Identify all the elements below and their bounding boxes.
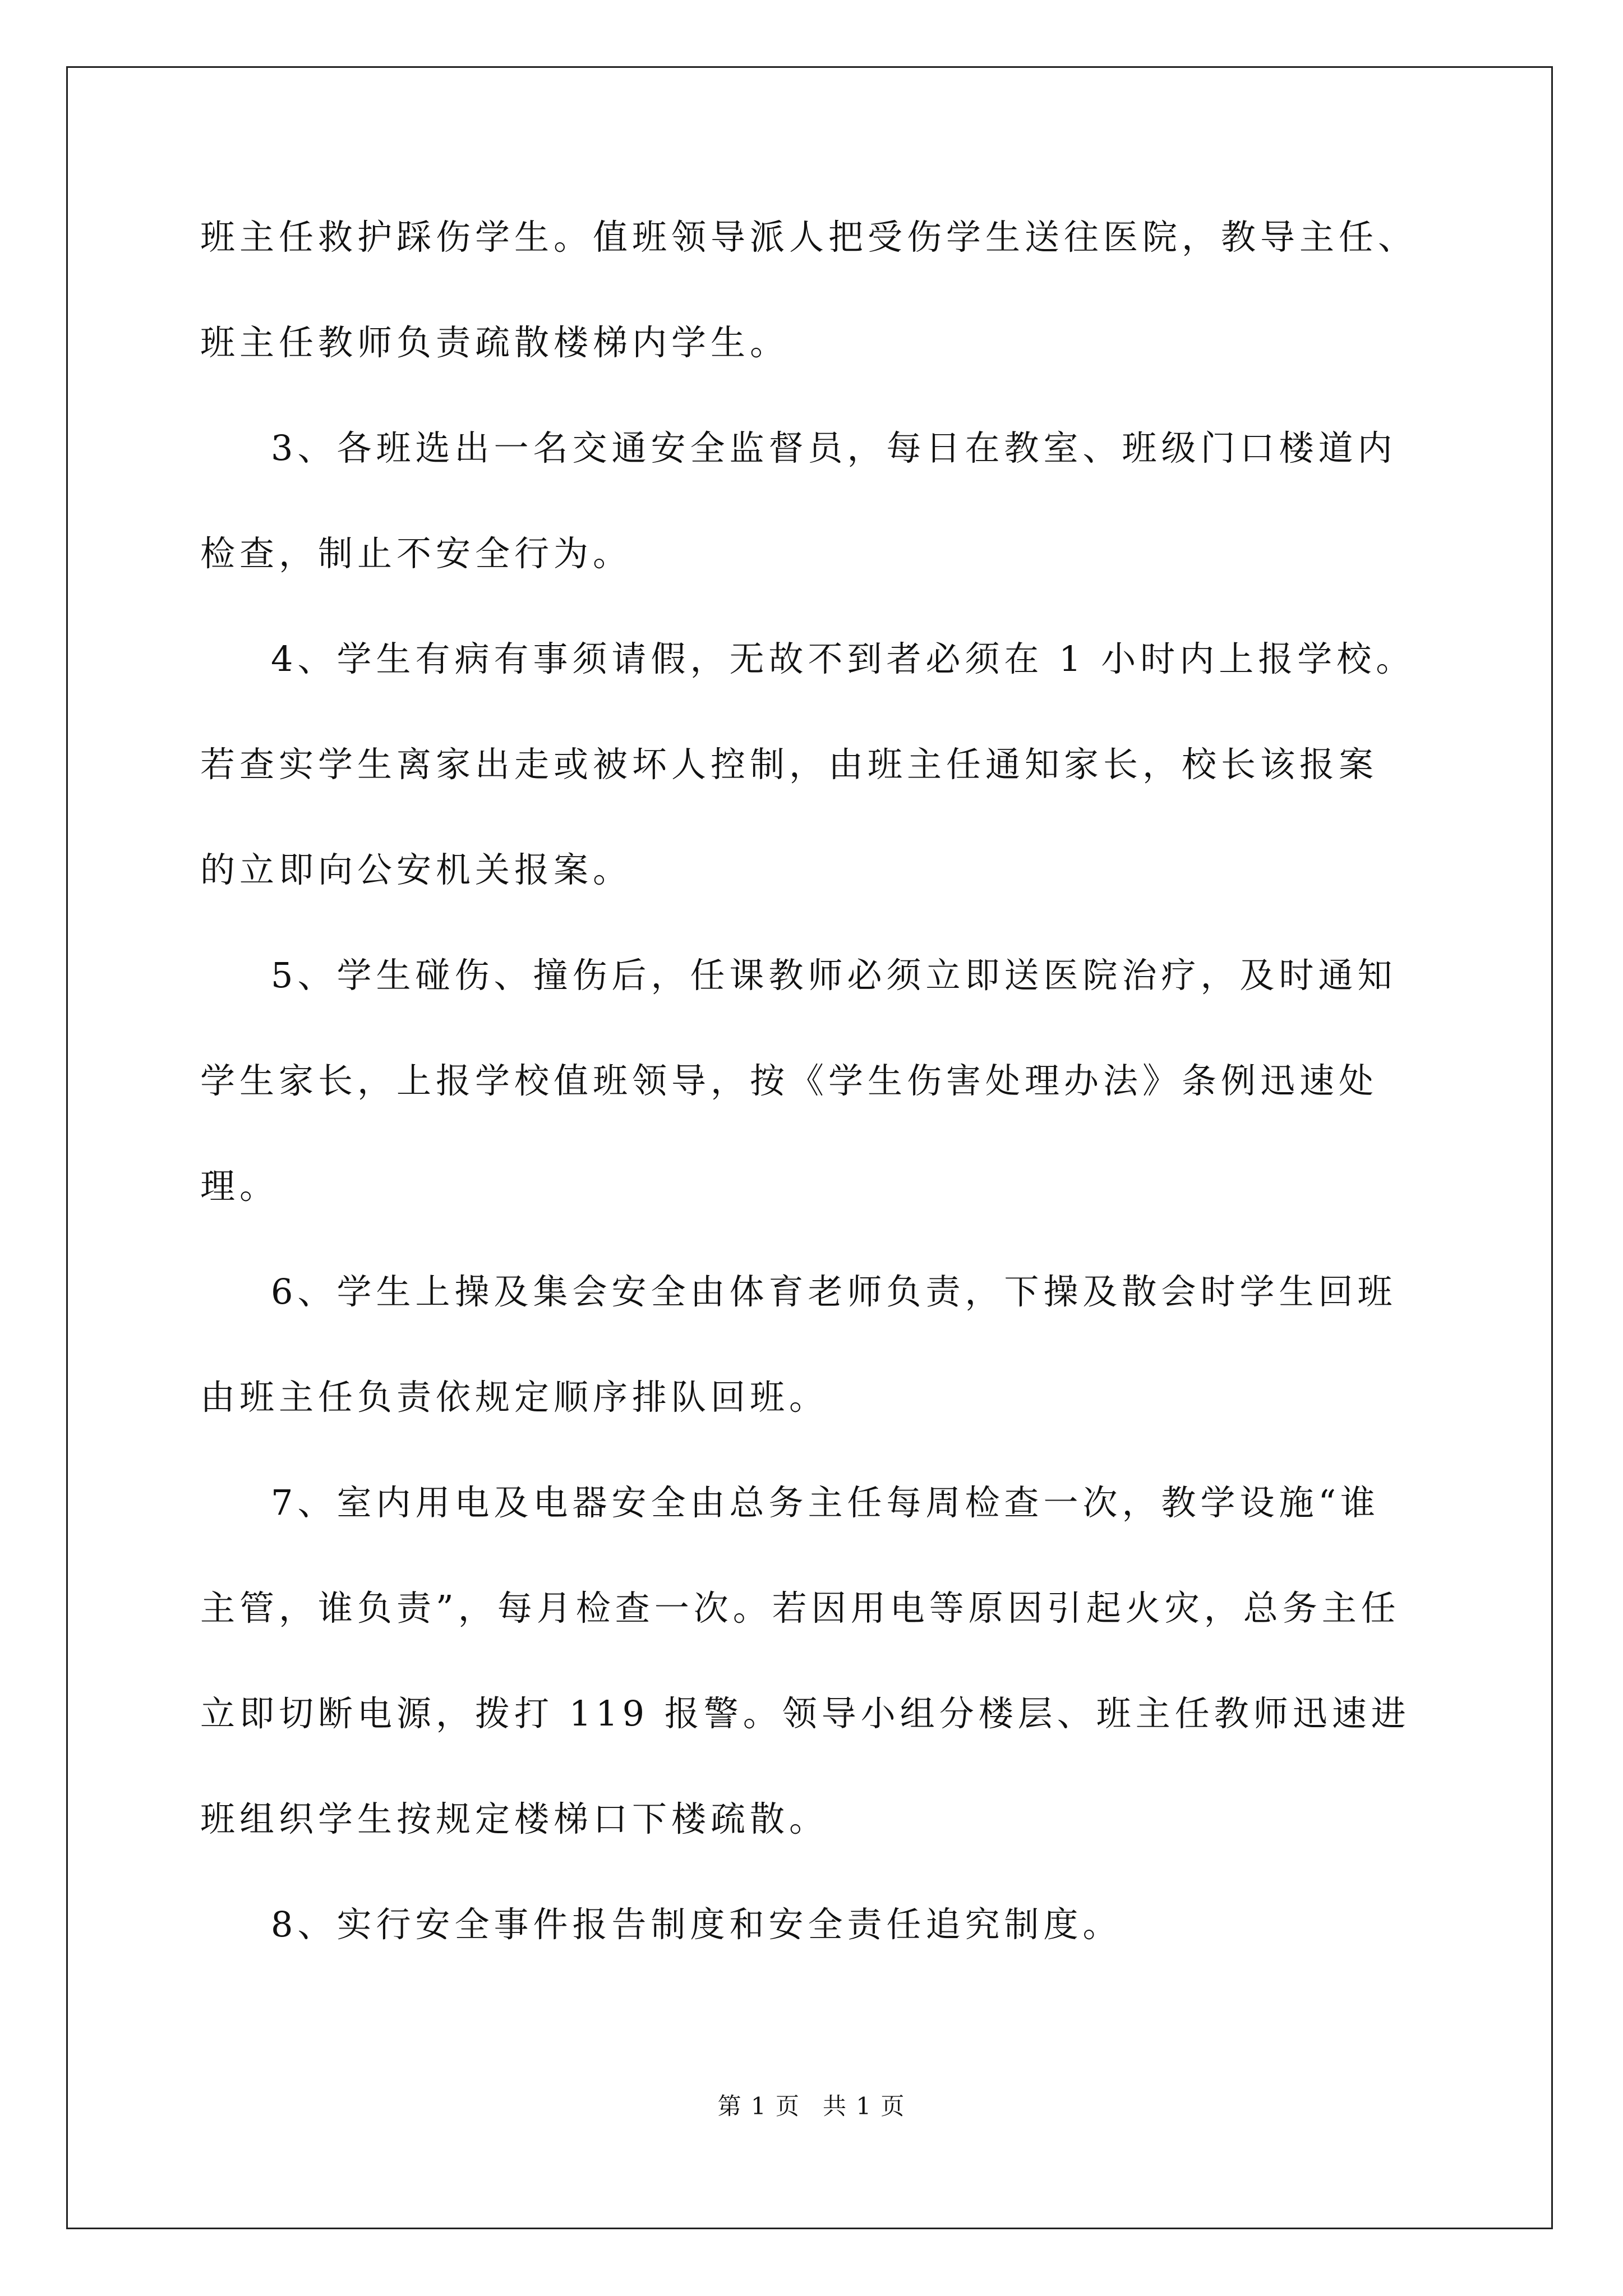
page-total: 共 1 页: [823, 2092, 906, 2120]
text-line: 的立即向公安机关报案。: [200, 849, 633, 890]
text-line: 立即切断电源，拨打 119 报警。领导小组分楼层、班主任教师迅速进: [200, 1693, 1410, 1734]
text-line: 班主任教师负责疏散楼梯内学生。: [200, 322, 790, 363]
text-line: 4、学生有病有事须请假，无故不到者必须在 1 小时内上报学校。: [271, 638, 1415, 679]
page-number: 第 1 页: [717, 2092, 800, 2120]
text-line: 8、实行安全事件报告制度和安全责任追究制度。: [271, 1904, 1122, 1945]
text-line: 由班主任负责依规定顺序排队回班。: [200, 1377, 829, 1418]
document-body: [200, 211, 1434, 2004]
page-footer: [0, 2092, 1623, 2120]
text-line: 6、学生上操及集会安全由体育老师负责，下操及散会时学生回班: [271, 1271, 1397, 1312]
text-line: 班组织学生按规定楼梯口下楼疏散。: [200, 1798, 829, 1839]
text-line: 班主任救护踩伤学生。值班领导派人把受伤学生送往医院，教导主任、: [200, 217, 1418, 257]
text-line: 7、室内用电及电器安全由总务主任每周检查一次，教学设施“谁: [271, 1482, 1380, 1523]
text-line: 主管，谁负责”，每月检查一次。若因用电等原因引起火灾，总务主任: [200, 1588, 1400, 1628]
text-line: 若查实学生离家出走或被坏人控制，由班主任通知家长，校长该报案: [200, 744, 1378, 785]
text-line: 检查，制止不安全行为。: [200, 533, 633, 574]
text-line: 5、学生碰伤、撞伤后，任课教师必须立即送医院治疗，及时通知: [271, 955, 1397, 996]
text-line: 3、各班选出一名交通安全监督员，每日在教室、班级门口楼道内: [271, 427, 1397, 468]
text-line: 理。: [200, 1166, 279, 1207]
text-line: 学生家长，上报学校值班领导，按《学生伤害处理办法》条例迅速处: [200, 1060, 1378, 1101]
